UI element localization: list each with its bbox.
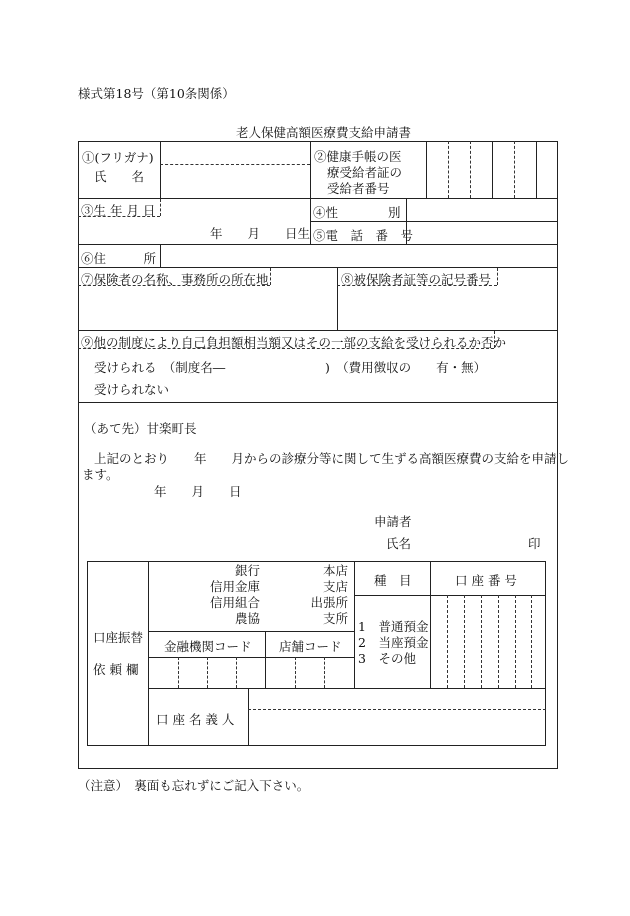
bank-type: 信用金庫	[209, 579, 260, 594]
bank-section-label-1: 口座振替	[93, 630, 144, 645]
branch-code-label: 店舗コード	[279, 639, 342, 654]
sex-label: ④性 別	[313, 205, 401, 220]
request-text-line-1: 上記のとおり 年 月からの診療分等に関して生ずる高額医療費の支給を申請し	[94, 451, 570, 466]
branch-types[interactable]	[296, 563, 348, 627]
other-system-label: ⑨他の制度により自己負担額相当額又はその一部の支給を受けられるか否か	[81, 335, 507, 350]
bank-type: 銀行	[234, 563, 260, 578]
request-text-line-2: ます。	[82, 467, 119, 482]
account-number-header: 口 座 番 号	[455, 573, 517, 588]
addressee: （あて先）甘楽町長	[84, 421, 197, 436]
kind-header: 種 目	[374, 573, 412, 588]
insurer-label: ⑦保険者の名称、事務所の所在地	[81, 272, 269, 287]
address-label: ⑥住 所	[81, 251, 157, 266]
furigana-label: ①(フリガナ)	[82, 150, 154, 165]
card-number-label-2: 療受給者証の	[327, 165, 403, 180]
furigana-field[interactable]	[160, 148, 310, 164]
applicant-name-field[interactable]	[410, 530, 525, 548]
address-field[interactable]	[160, 244, 558, 267]
insured-card-field[interactable]	[339, 288, 556, 328]
not-receive-option[interactable]: 受けられない	[94, 382, 170, 397]
card-number-label-3: 受給者番号	[327, 181, 390, 196]
account-holder-field[interactable]	[249, 689, 546, 746]
bank-type: 信用組合	[209, 595, 260, 610]
branch-code-field[interactable]	[266, 658, 354, 688]
account-kinds[interactable]	[358, 619, 428, 667]
applicant-name-label: 氏名	[386, 536, 412, 551]
account-number-field[interactable]	[430, 596, 546, 688]
account-kind: 3 その他	[358, 651, 416, 666]
form-number: 様式第18号（第10条関係）	[78, 86, 235, 101]
bank-section-label-2: 依 頼 欄	[93, 662, 139, 677]
name-label: 氏 名	[94, 169, 145, 184]
bank-type: 農協	[234, 611, 260, 626]
account-holder-label: 口 座 名 義 人	[156, 712, 235, 727]
account-kind: 1 普通預金	[358, 619, 429, 634]
account-kind: 2 当座預金	[358, 635, 429, 650]
phone-field[interactable]	[406, 221, 558, 244]
receive-option[interactable]: 受けられる （制度名―	[94, 360, 226, 375]
bank-code-label: 金融機関コード	[164, 639, 252, 654]
bank-types[interactable]	[200, 563, 260, 627]
branch-type: 出張所	[310, 595, 348, 610]
bank-code-field[interactable]	[149, 658, 265, 688]
birthdate-label: ③生 年 月 日	[81, 203, 156, 218]
name-field[interactable]	[160, 165, 310, 198]
applicant-label: 申請者	[374, 514, 412, 529]
sex-field[interactable]	[406, 198, 558, 221]
insurer-field[interactable]	[80, 288, 335, 328]
seal-mark: 印	[528, 536, 541, 551]
card-number-field[interactable]	[426, 141, 558, 198]
request-date[interactable]: 年 月 日	[154, 484, 242, 499]
card-number-label-1: ②健康手帳の医	[314, 149, 402, 164]
note: （注意） 裏面も忘れずにご記入下さい。	[78, 778, 310, 793]
branch-type: 支店	[322, 579, 348, 594]
birthdate-value[interactable]: 年 月 日生	[210, 226, 311, 241]
phone-label: ⑤電 話 番 号	[313, 228, 414, 243]
branch-type: 本店	[322, 563, 348, 578]
insured-card-label: ⑧被保険者証等の記号番号	[341, 272, 492, 287]
form-title: 老人保健高額医療費支給申請書	[236, 125, 412, 140]
fee-collection[interactable]: ) （費用徴収の 有・無）	[325, 360, 487, 375]
branch-type: 支所	[322, 611, 348, 626]
